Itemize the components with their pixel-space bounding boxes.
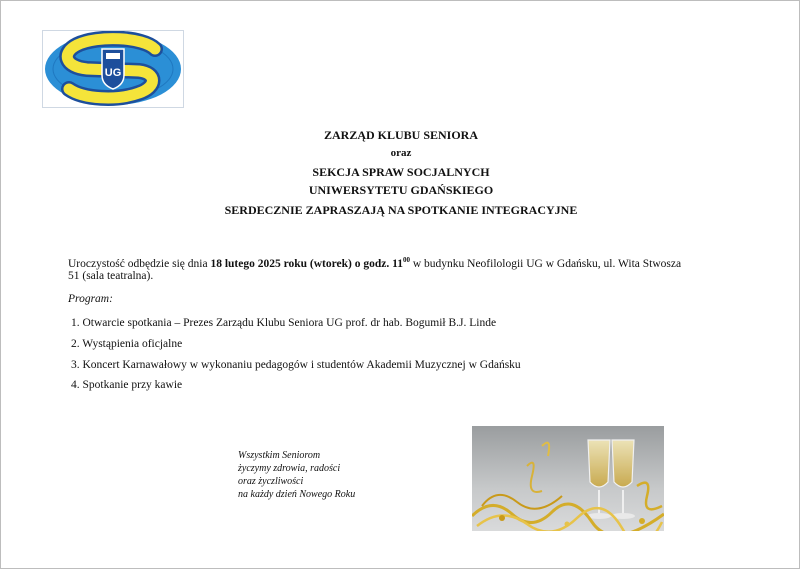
wishes-line-2: życzymy zdrowia, radości <box>238 463 341 474</box>
intro-text-2: w budynku Neofilologii UG w Gdańsku, ul. Wita Stwosza <box>409 257 682 270</box>
logo-frame <box>42 30 184 108</box>
champagne-glasses-image <box>472 426 664 531</box>
header-line-4: UNIWERSYTETU GDAŃSKIEGO <box>308 183 494 197</box>
intro-paragraph <box>68 253 748 272</box>
header-line-3: SEKCJA SPRAW SOCJALNYCH <box>312 165 490 179</box>
university-logo-icon <box>43 31 183 107</box>
program-label: Program: <box>68 293 113 305</box>
wishes-line-4: na każdy dzień Nowego Roku <box>238 489 356 500</box>
header-line-2: oraz <box>390 147 412 159</box>
header-line-1: ZARZĄD KLUBU SENIORA <box>323 128 479 142</box>
intro-text-1: Uroczystość odbędzie się dnia <box>68 257 211 270</box>
wishes-line-1: Wszystkim Seniorom <box>238 450 321 461</box>
program-item-3: 3. Koncert Karnawałowy w wykonaniu pedagogów i studentów Akademii Muzycznej w Gdańsku <box>71 359 521 371</box>
intro-date: 18 lutego 2025 roku (wtorek) o godz. $11^{00}$ <box>210 256 410 270</box>
header-line-5: SERDECZNIE ZAPRASZAJĄ NA SPOTKANIE INTEGRACYJNE <box>224 203 578 217</box>
logo-monogram: UG <box>104 67 122 79</box>
intro-line-2: 51 (sala teatralna). <box>68 270 154 282</box>
program-item-1: 1. Otwarcie spotkania – Prezes Zarządu Klubu Seniora UG prof. dr hab. Bogumił B.J. Linde <box>71 317 497 329</box>
wishes-line-3: oraz życzliwości <box>238 476 304 487</box>
program-item-4: 4. Spotkanie przy kawie <box>71 379 183 391</box>
program-item-2: 2. Wystąpienia oficjalne <box>71 338 183 350</box>
